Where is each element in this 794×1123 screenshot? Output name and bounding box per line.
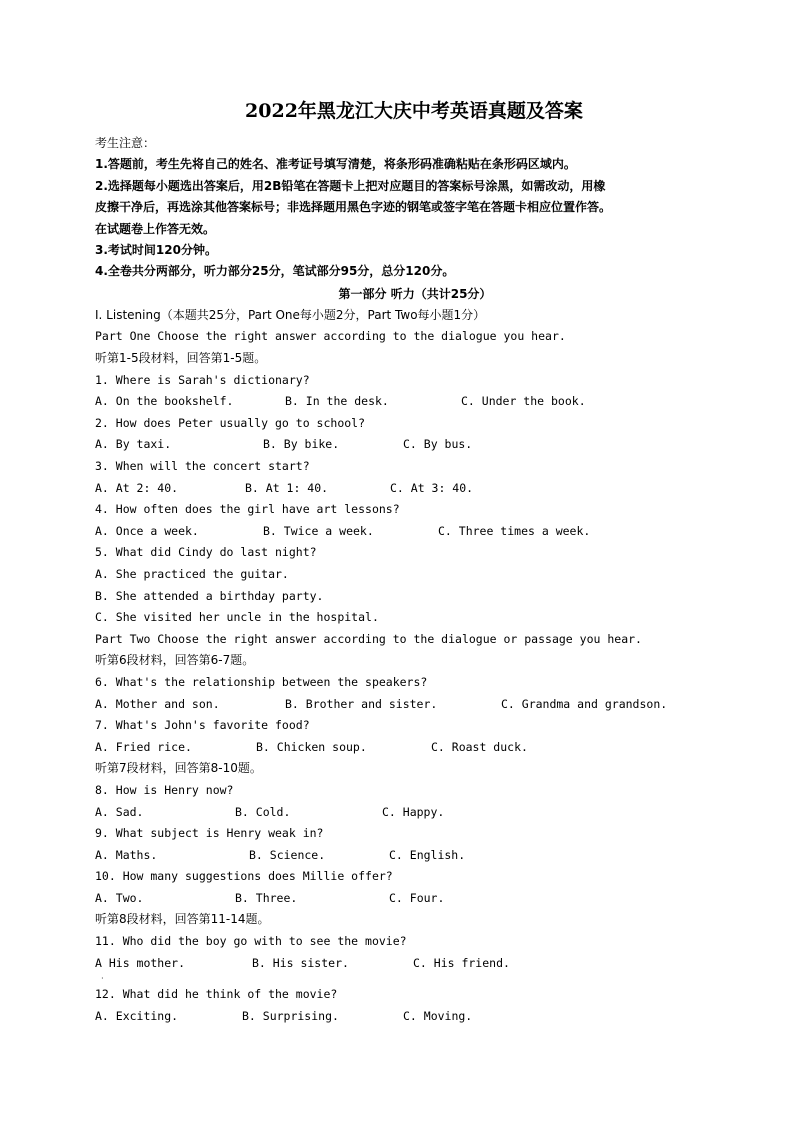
option-a: A. Exciting. [95,1008,179,1023]
options-row [95,845,715,867]
page-title: 2022年黑龙江大庆中考英语真题及答案 [245,100,583,122]
option-c: C. She visited her uncle in the hospital. [95,610,379,625]
option-b: B. At 1: 40. [245,480,329,495]
option-c: C. By bus. [403,437,473,452]
options-row [95,888,715,910]
option-c: C. At 3: 40. [390,480,474,495]
part-one-instruction: Part One Choose the right answer according to the dialogue you hear. [95,329,566,344]
option-a: A. She practiced the guitar. [95,566,289,581]
option-b: B. Chicken soup. [256,739,367,754]
group-instruction: 听第7段材料，回答第8-10题。 [95,761,262,776]
question: 6. What's the relationship between the speakers? [95,674,428,689]
question: 9. What subject is Henry weak in? [95,826,324,841]
question: 12. What did he think of the movie? [95,987,338,1002]
notice-item: 3.考试时间120分钟。 [95,243,217,258]
notice-item: 4.全卷共分两部分，听力部分25分，笔试部分95分，总分120分。 [95,264,455,279]
option-c: C. His friend. [413,955,510,970]
question: 8. How is Henry now? [95,782,234,797]
notice-item: 皮擦干净后，再选涂其他答案标号；非选择题用黑色字迹的钢笔或签字笔在答题卡相应位置作答。 [95,200,612,215]
options-row [95,434,715,456]
notice-item: 1.答题前，考生先将自己的姓名、准考证号填写清楚，将条形码准确粘贴在条形码区域内。 [95,157,576,172]
question: 3. When will the concert start? [95,459,310,473]
option-a: A. Maths. [95,847,158,862]
option-b: B. His sister. [252,955,349,970]
option-c: C. English. [389,847,466,862]
option-c: C. Happy. [382,804,445,819]
option-a: A His mother. [95,955,186,970]
option-b: B. Science. [249,847,326,862]
option-c: C. Roast duck. [431,739,528,754]
options-row [95,737,715,759]
option-c: C. Four. [389,890,445,905]
option-b: B. Brother and sister. [285,696,438,711]
option-b: B. By bike. [263,437,340,452]
exam-notice [95,133,715,283]
options-row [95,802,715,824]
group-instruction: 听第6段材料，回答第6-7题。 [95,653,255,668]
option-b: B. Cold. [235,804,291,819]
question: 1. Where is Sarah's dictionary? [95,372,310,387]
option-c: C. Three times a week. [438,523,591,538]
option-a: A. Fried rice. [95,739,192,754]
part-two-instruction: Part Two Choose the right answer according to the dialogue or passage you hear. [95,631,642,646]
question: 2. How does Peter usually go to school? [95,415,366,430]
option-c: C. Moving. [403,1008,473,1023]
option-a: A. By taxi. [95,437,172,452]
options-row [95,1006,715,1028]
notice-item: 2.选择题每小题选出答案后，用2B铅笔在答题卡上把对应题目的答案标号涂黑，如需改动，用橡 [95,178,606,193]
option-a: A. Sad. [95,804,144,819]
exam-page [95,96,715,1027]
option-c: C. Under the book. [461,394,586,409]
option-b: B. She attended a birthday party. [95,588,324,603]
option-a: A. Once a week. [95,523,199,538]
option-b: B. In the desk. [285,394,389,409]
question: 5. What did Cindy do last night? [95,545,317,560]
question: 4. How often does the girl have art lessons? [95,502,400,517]
notice-item: 在试题卷上作答无效。 [95,221,216,236]
notice-heading: 考生注意： [95,136,156,150]
options-row [95,953,715,975]
options-row [95,391,715,413]
question: 11. Who did the boy go with to see the movie? [95,934,407,949]
group-instruction: 听第8段材料，回答第11-14题。 [95,912,270,927]
options-row [95,694,715,716]
option-b: B. Twice a week. [263,523,374,538]
option-a: A. Mother and son. [95,696,220,711]
option-a: A. At 2: 40. [95,480,179,495]
option-a: A. Two. [95,890,144,905]
group-instruction: 听第1-5段材料，回答第1-5题。 [95,351,267,366]
section-heading: 第一部分 听力（共计25分） [338,286,492,301]
options-row [95,521,715,543]
option-a: A. On the bookshelf. [95,394,234,409]
stray-mark: · [101,974,104,984]
options-row [95,478,715,500]
listening-intro: I. Listening（本题共25分，Part One每小题2分，Part Two每小题1分） [95,307,486,322]
question: 10. How many suggestions does Millie offer? [95,869,393,884]
option-c: C. Grandma and grandson. [501,696,668,711]
question: 7. What's John's favorite food? [95,718,310,733]
option-b: B. Three. [235,890,298,905]
option-b: B. Surprising. [242,1008,339,1023]
